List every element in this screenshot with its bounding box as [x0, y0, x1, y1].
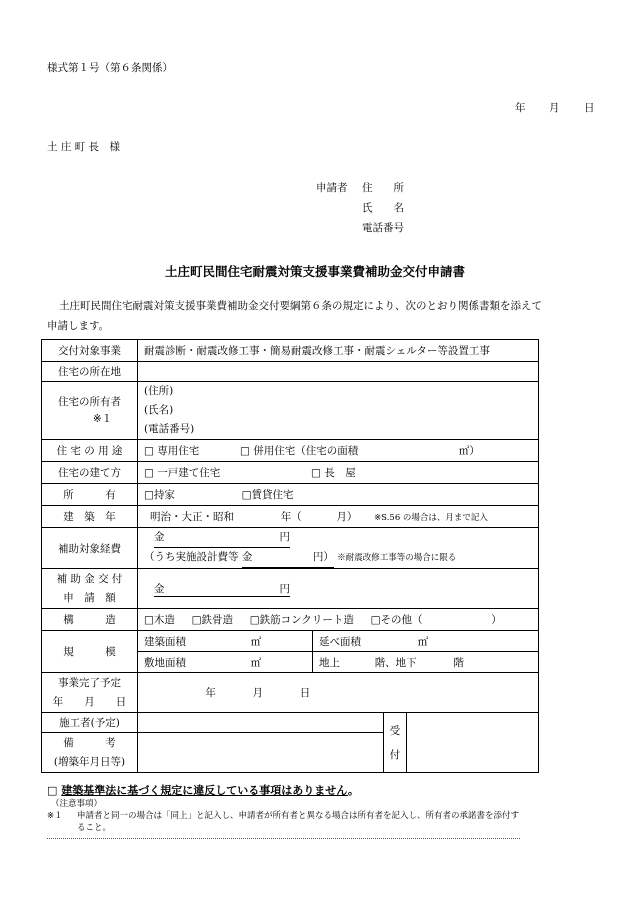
- target-project-label: 交付対象事業: [42, 340, 138, 362]
- intro-line-1: 土庄町民間住宅耐震対策支援事業費補助金交付要綱第６条の規定により、次のとおり関係書類を添えて: [59, 300, 542, 312]
- completion-day: 日: [299, 687, 311, 699]
- row-building-type: [42, 462, 539, 484]
- date-year: 年: [515, 102, 526, 114]
- compliance-period: 。: [347, 784, 359, 797]
- building-type-label: 住宅の建て方: [42, 462, 138, 484]
- design-cost-kin: 金: [241, 551, 253, 563]
- grant-amount-label-2: 申 請 額: [63, 591, 116, 604]
- usage-exclusive-checkbox[interactable]: □ 専用住宅: [144, 445, 200, 457]
- building-area-cell[interactable]: [138, 631, 313, 652]
- notes-title: （注意事項）: [51, 799, 103, 809]
- page-title: 土庄町民間住宅耐震対策支援事業費補助金交付申請書: [164, 264, 465, 279]
- owner-field[interactable]: [138, 382, 539, 440]
- row-build-year: [42, 506, 539, 528]
- intro-line-2: 申請します。: [47, 320, 110, 332]
- floors-below-label: 階、地下: [374, 656, 417, 669]
- building-area-label: 建築面積: [144, 635, 186, 648]
- addressee: 土 庄 町 長 様: [47, 141, 121, 153]
- row-owner: [42, 382, 539, 440]
- usage-label: 住 宅 の 用 途: [42, 440, 138, 462]
- applicant-phone-label: 電話番号: [362, 222, 404, 234]
- grant-amount-kin: 金: [154, 582, 165, 595]
- design-cost-yen: 円）: [312, 551, 334, 563]
- other-checkbox[interactable]: □その他（: [370, 614, 423, 626]
- grant-amount-value: [154, 581, 290, 597]
- eligible-cost-kin: 金: [154, 531, 165, 543]
- total-floor-area-label: 延べ面積: [319, 635, 361, 648]
- row-target-project: [42, 340, 539, 362]
- row-grant-amount: [42, 569, 539, 609]
- compliance-checkbox[interactable]: □: [47, 784, 58, 797]
- total-floor-area-cell[interactable]: [313, 631, 539, 652]
- grant-amount-cell[interactable]: [138, 569, 539, 609]
- build-year-label: 建 築 年: [42, 506, 138, 528]
- receipt-label-cell: [384, 713, 407, 773]
- other-close: ）: [491, 614, 502, 626]
- ownership-label: 所 有: [42, 484, 138, 506]
- build-year-note: ※S.56 の場合は、月まで記入: [374, 513, 488, 523]
- total-floor-area-unit: ㎡: [417, 635, 429, 648]
- structure-label: 構 造: [42, 609, 138, 631]
- grant-amount-label-1: 補 助 金 交 付: [56, 572, 123, 585]
- completion-label-cell: [42, 673, 138, 713]
- row-house-checkbox[interactable]: □ 長 屋: [310, 467, 356, 479]
- grant-amount-label-cell: [42, 569, 138, 609]
- compliance-text: 建築基準法に基づく規定に違反している事項はありません: [61, 784, 348, 797]
- applicant-label: 申請者: [316, 182, 348, 194]
- building-area-unit: ㎡: [250, 635, 262, 648]
- form-number: 様式第１号（第６条関係）: [47, 62, 173, 74]
- remarks-label-cell: [42, 733, 138, 773]
- eligible-cost-label: 補助対象経費: [42, 528, 138, 569]
- application-table: [41, 339, 539, 773]
- applicant-name-label: 氏 名: [362, 202, 404, 214]
- remarks-label-1: 備 考: [63, 736, 116, 749]
- contractor-field[interactable]: [138, 713, 384, 733]
- remarks-field[interactable]: [138, 733, 384, 773]
- design-cost-amount: [242, 548, 334, 568]
- steel-checkbox[interactable]: □鉄骨造: [191, 614, 234, 626]
- date-day: 日: [584, 102, 595, 114]
- usage-mixed-checkbox[interactable]: □ 併用住宅（住宅の面積: [239, 445, 359, 457]
- date-month: 月: [549, 102, 560, 114]
- eligible-cost-cell[interactable]: [138, 528, 539, 569]
- ownership-cell: [138, 484, 539, 506]
- note-line-2: ること。: [77, 823, 112, 833]
- owner-phone-label: (電話番号): [144, 423, 195, 435]
- completion-date-cell[interactable]: [138, 673, 539, 713]
- completion-year: 年: [205, 687, 216, 699]
- row-completion: [42, 673, 539, 713]
- row-ownership: [42, 484, 539, 506]
- site-area-cell[interactable]: [138, 652, 313, 673]
- structure-cell: [138, 609, 539, 631]
- row-scale-1: [42, 631, 539, 652]
- floors-below-unit: 階: [453, 656, 464, 669]
- grant-amount-yen: 円: [279, 582, 290, 595]
- applicant-address-label: 住 所: [362, 182, 404, 194]
- location-label: 住宅の所在地: [42, 362, 138, 382]
- receipt-stamp-area: [407, 713, 539, 773]
- row-eligible-cost: [42, 528, 539, 569]
- scale-label: 規 模: [42, 631, 138, 673]
- site-area-label: 敷地面積: [144, 656, 186, 669]
- wood-checkbox[interactable]: □木造: [144, 614, 175, 626]
- owner-note-mark: ※１: [92, 412, 113, 425]
- row-usage: [42, 440, 539, 462]
- note-mark: ※１: [47, 811, 63, 821]
- completion-month: 月: [252, 687, 264, 699]
- build-year-cell: [138, 506, 539, 528]
- compliance-statement: [47, 782, 359, 798]
- floors-above-label: 地上: [319, 656, 340, 669]
- remarks-label-2: (増築年月日等): [53, 755, 126, 768]
- detached-house-checkbox[interactable]: □ 一戸建て住宅: [144, 467, 221, 479]
- eligible-cost-amount: [154, 528, 290, 548]
- row-contractor: [42, 713, 539, 733]
- completion-label-2: 年 月 日: [52, 695, 127, 708]
- target-project-value: 耐震診断・耐震改修工事・簡易耐震改修工事・耐震シェルター等設置工事: [138, 340, 539, 362]
- month-close: 月）: [336, 511, 358, 523]
- design-cost-open: （うち実施設計費等: [144, 551, 239, 563]
- usage-area-unit: ㎡）: [458, 445, 480, 457]
- owner-address-label: (住所): [144, 385, 174, 397]
- eligible-cost-yen: 円: [279, 531, 290, 543]
- note-line-1: 申請者と同一の場合は「同上」と記入し、申請者が所有者と異なる場合は所有者を記入し、所有者の承諾書を添付す: [77, 811, 520, 821]
- owner-name-label: (氏名): [144, 404, 174, 416]
- contractor-label: 施工者(予定): [42, 713, 138, 733]
- rc-checkbox[interactable]: □鉄筋コンクリート造: [249, 614, 354, 626]
- site-area-unit: ㎡: [250, 656, 262, 669]
- row-structure: [42, 609, 539, 631]
- design-cost-note: ※耐震改修工事等の場合に限る: [337, 553, 457, 563]
- building-type-cell: [138, 462, 539, 484]
- year-open: 年（: [280, 511, 302, 523]
- era-options[interactable]: 明治・大正・昭和: [150, 511, 234, 523]
- rental-checkbox[interactable]: □賃貸住宅: [241, 489, 294, 501]
- row-location: [42, 362, 539, 382]
- dotted-separator: [47, 838, 520, 839]
- owned-checkbox[interactable]: □持家: [144, 489, 175, 501]
- location-field[interactable]: [138, 362, 539, 382]
- usage-cell: [138, 440, 539, 462]
- floors-cell[interactable]: [313, 652, 539, 673]
- owner-label-cell: [42, 382, 138, 440]
- receipt-label-2: 付: [389, 748, 401, 761]
- receipt-label-1: 受: [389, 724, 401, 737]
- owner-label: 住宅の所有者: [58, 395, 121, 408]
- completion-label-1: 事業完了予定: [58, 676, 121, 689]
